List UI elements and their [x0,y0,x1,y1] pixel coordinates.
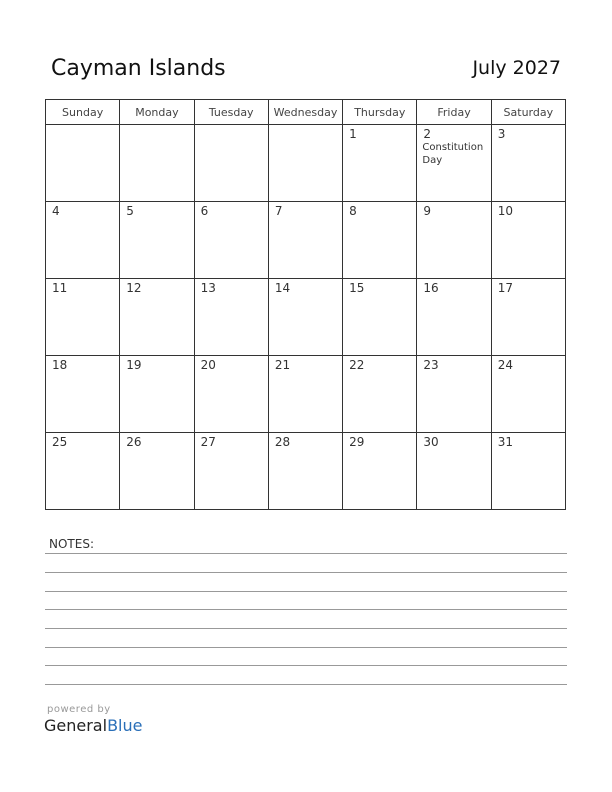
notes-label: NOTES: [49,537,94,551]
day-number: 5 [126,204,134,218]
day-number: 8 [349,204,357,218]
note-line [45,647,567,648]
calendar-day-cell [120,202,194,279]
country-title: Cayman Islands [51,56,226,81]
calendar-day-cell [417,433,491,510]
calendar-day-cell [343,125,417,202]
day-number: 3 [497,127,506,141]
calendar-day-cell [46,356,120,433]
day-number: 23 [423,358,439,372]
day-number: 29 [349,435,365,449]
calendar-week-row [46,279,566,356]
day-number: 7 [274,204,283,218]
calendar-day-cell [194,202,268,279]
calendar-week-row [46,125,566,202]
note-line [45,591,567,592]
calendar-day-cell [417,279,491,356]
calendar-day-cell [343,279,417,356]
day-number: 28 [274,435,291,449]
weekday-header: Thursday [343,100,417,125]
day-number: 9 [423,204,432,218]
weekday-header: Friday [417,100,491,125]
calendar-day-cell [46,279,120,356]
brand-logo [44,716,142,735]
brand-general: General [44,716,108,735]
calendar-day-cell [268,125,342,202]
calendar-day-cell [343,202,417,279]
calendar-day-cell [194,125,268,202]
note-line [45,572,567,573]
day-number: 18 [52,358,68,372]
calendar-day-cell [268,433,342,510]
calendar-day-cell [491,202,565,279]
calendar-day-cell [194,356,268,433]
weekday-header: Saturday [491,100,565,125]
note-line [45,628,567,629]
weekday-header: Sunday [46,100,120,125]
calendar-day-cell [417,356,491,433]
day-number: 20 [200,358,216,372]
calendar-day-cell [491,356,565,433]
weekday-header: Tuesday [194,100,268,125]
day-number: 1 [349,127,357,141]
calendar-grid [45,99,566,510]
calendar-week-row [46,356,566,433]
calendar-day-cell [120,279,194,356]
day-number: 10 [497,204,513,218]
day-number: 19 [126,358,142,372]
calendar-day-cell [46,125,120,202]
calendar-day-cell [46,433,120,510]
calendar-day-cell [417,202,491,279]
day-number: 25 [52,435,68,449]
calendar-day-cell [343,356,417,433]
calendar-day-cell [417,125,491,202]
day-number: 2 [423,127,432,141]
month-title: July 2027 [472,57,561,79]
calendar-day-cell [343,433,417,510]
calendar-day-cell [120,356,194,433]
powered-by-text: powered by [47,704,111,715]
day-number: 4 [52,204,60,218]
brand-blue: Blue [107,716,143,735]
weekday-header: Monday [120,100,194,125]
day-number: 15 [349,281,365,295]
note-line [45,684,567,685]
calendar-day-cell [491,433,565,510]
note-line [45,609,567,610]
calendar-day-cell [268,202,342,279]
note-line [45,553,567,554]
calendar-day-cell [194,433,268,510]
day-number: 13 [200,281,216,295]
day-number: 27 [200,435,216,449]
calendar-day-cell [268,279,342,356]
day-number: 24 [497,358,513,372]
day-number: 21 [274,358,291,372]
holiday-label: Constitution Day [422,142,484,166]
weekday-header-row [46,100,566,125]
calendar-body [46,125,566,510]
day-number: 30 [423,435,439,449]
weekday-header: Wednesday [268,100,342,125]
calendar-day-cell [194,279,268,356]
day-number: 6 [200,204,209,218]
day-number: 14 [274,281,291,295]
calendar-day-cell [46,202,120,279]
day-number: 12 [126,281,142,295]
calendar-day-cell [268,356,342,433]
calendar-day-cell [491,279,565,356]
day-number: 22 [349,358,365,372]
calendar-day-cell [120,125,194,202]
day-number: 11 [52,281,68,295]
calendar-day-cell [491,125,565,202]
calendar-day-cell [120,433,194,510]
calendar-week-row [46,202,566,279]
calendar-week-row [46,433,566,510]
day-number: 17 [497,281,513,295]
day-number: 16 [423,281,439,295]
note-line [45,665,567,666]
day-number: 31 [497,435,513,449]
day-number: 26 [126,435,142,449]
